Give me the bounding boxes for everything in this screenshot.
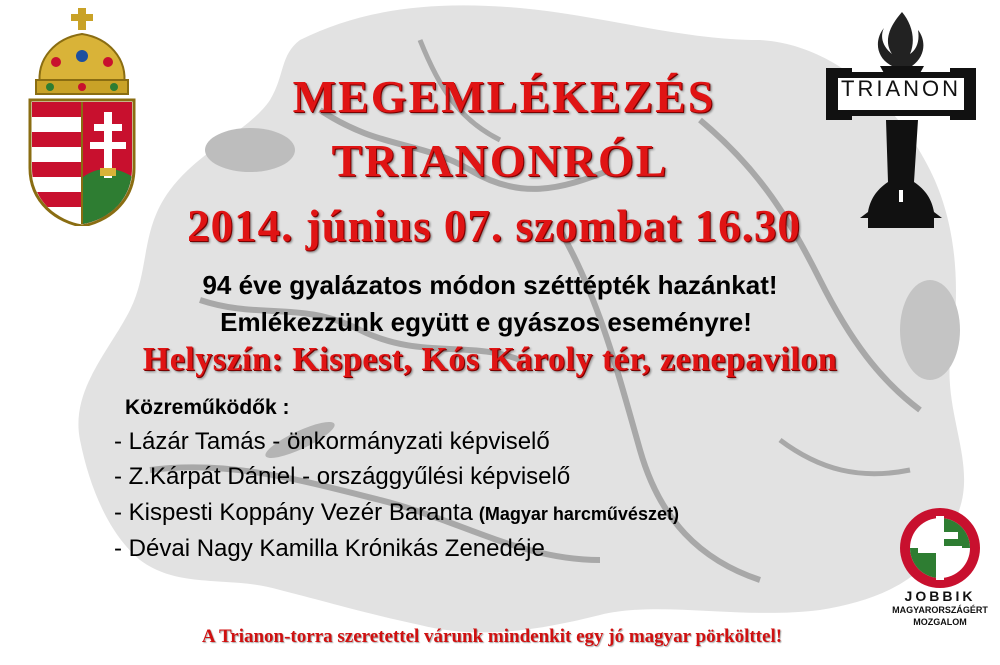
contributor-item xyxy=(114,535,545,563)
jobbik-subtitle-1: MAGYARORSZÁGÉRT xyxy=(892,605,988,615)
event-date-time: 2014. június 07. szombat 16.30 xyxy=(187,201,801,251)
contributor-item xyxy=(114,428,550,456)
contributor-text: - Z.Kárpát Dániel - országgyűlési képviselő xyxy=(114,463,571,490)
message-line-1: 94 éve gyalázatos módon széttépték hazánkat! xyxy=(202,270,778,300)
headline-title-line2: TRIANONRÓL xyxy=(331,135,669,186)
contributor-text: - Kispesti Koppány Vezér Baranta xyxy=(114,499,473,526)
event-location: Helyszín: Kispest, Kós Károly tér, zenepavilon xyxy=(142,341,838,378)
contributor-text: - Dévai Nagy Kamilla Krónikás Zenedéje xyxy=(114,535,545,562)
headline-title-line1: MEGEMLÉKEZÉS xyxy=(292,71,716,122)
contributors-heading: Közreműködők : xyxy=(125,396,290,419)
contributor-text: - Lázár Tamás - önkormányzati képviselő xyxy=(114,428,550,455)
message-line-2: Emlékezzünk együtt e gyászos eseményre! xyxy=(220,307,752,337)
jobbik-subtitle-2: MOZGALOM xyxy=(913,617,967,627)
contributor-note: (Magyar harcművészet) xyxy=(478,504,679,524)
contributor-item xyxy=(114,499,679,527)
jobbik-name-text: JOBBIK xyxy=(904,588,976,604)
trianon-logo-text: TRIANON xyxy=(841,76,961,101)
contributor-item xyxy=(114,463,570,491)
footer-invitation: A Trianon-torra szeretettel várunk mindenkit egy jó magyar pörkölttel! xyxy=(201,626,783,647)
jobbik-logo-icon xyxy=(896,506,984,590)
